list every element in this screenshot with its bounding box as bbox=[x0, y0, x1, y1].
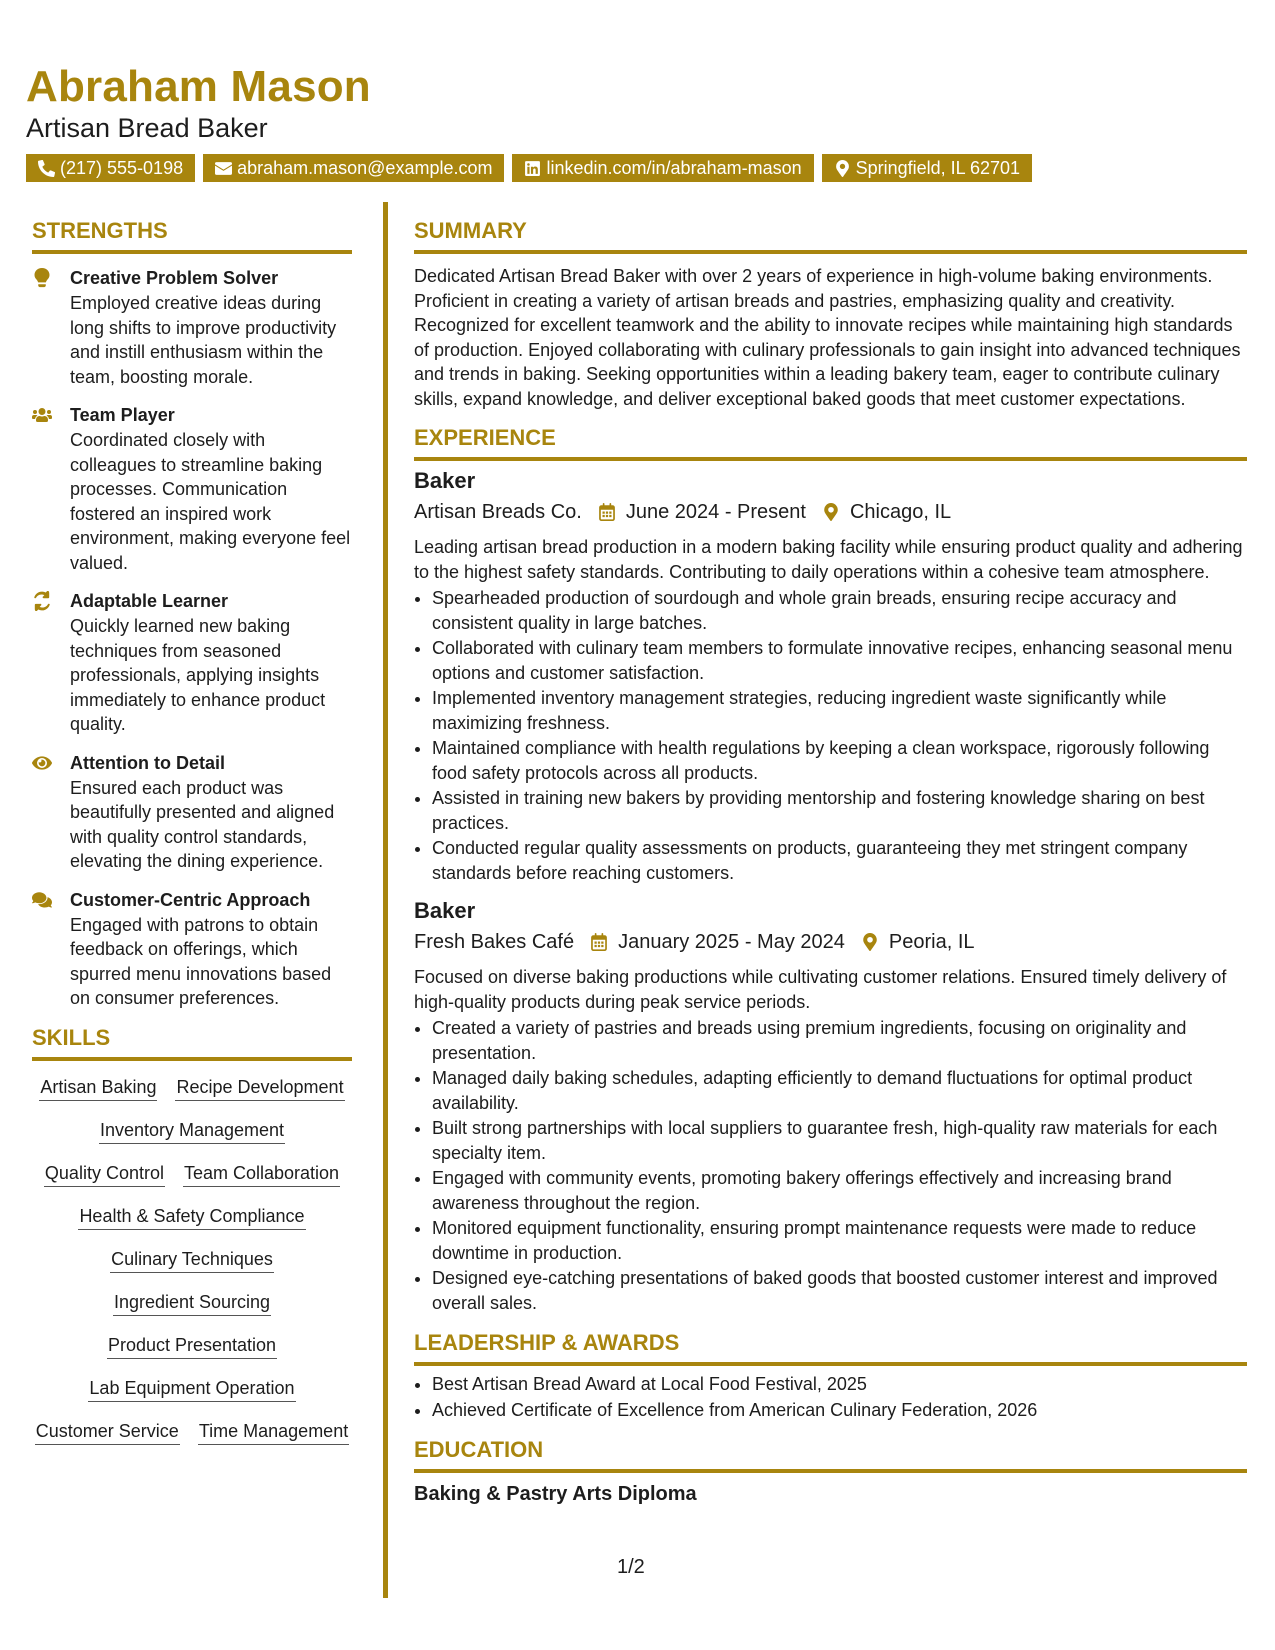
job-bullet: • Managed daily baking schedules, adapting efficiently to demand fluctuations for optimal product availability. bbox=[432, 1066, 1247, 1115]
job-dates: January 2025 - May 2024 bbox=[618, 931, 845, 953]
strength-desc: Engaged with patrons to obtain feedback on offerings, which spurred menu innovations based on consumer preferences. bbox=[70, 914, 332, 1008]
job-entry bbox=[414, 467, 1247, 885]
job-bullet: • Collaborated with culinary team members to formulate innovative recipes, enhancing seasonal menu options and customer satisfaction. bbox=[432, 636, 1247, 685]
job-description: Leading artisan bread production in a modern baking facility while ensuring product quality and adhering to the highest safety standards. Contributing to daily operations within a cohesive team atmosphere. bbox=[414, 537, 1243, 582]
job-title: Baker bbox=[414, 468, 476, 493]
skill-tag: Recipe Development bbox=[175, 1075, 344, 1101]
strength-desc: Employed creative ideas during long shifts to improve productivity and instill enthusiasm within the team, boosting morale. bbox=[70, 293, 337, 387]
strength-item bbox=[32, 589, 352, 737]
strength-desc: Ensured each product was beautifully presented and aligned with quality control standards, elevating the dining experience. bbox=[70, 777, 335, 871]
skill-tag: Time Management bbox=[198, 1419, 349, 1445]
job-company: Artisan Breads Co. bbox=[414, 501, 582, 523]
contact-linkedin-text: linkedin.com/in/abraham-mason bbox=[546, 157, 802, 178]
strength-item bbox=[32, 266, 352, 389]
summary-text: Dedicated Artisan Bread Baker with over 2 years of experience in high-volume baking environments. Proficient in creating a variety of artisan breads and pastries, emphasizing quality and creativity. Recognized for excellent teamwork and the ability to innovate recipes while maintaining high standards of production. Enjoyed collaborating with culinary professionals to gain insight into advanced techniques and trends in baking. Seeking opportunities within a leading bakery team, eager to contribute culinary skills, expand knowledge, and deliver exceptional baked goods that meet customer expectations. bbox=[414, 266, 1241, 409]
strength-title: Adaptable Learner bbox=[70, 591, 229, 611]
calendar-icon bbox=[598, 503, 616, 521]
envelope-icon bbox=[215, 160, 232, 177]
job-title: Baker bbox=[414, 898, 476, 923]
job-bullets bbox=[414, 586, 1247, 885]
skill-tag: Health & Safety Compliance bbox=[78, 1204, 305, 1230]
skills-list bbox=[32, 1071, 352, 1445]
lightbulb-icon bbox=[32, 268, 52, 288]
job-bullet: • Assisted in training new bakers by providing mentorship and fostering knowledge sharing on best practices. bbox=[432, 786, 1247, 835]
strength-desc: Quickly learned new baking techniques from seasoned professionals, applying insights immediately to enhance product quality. bbox=[70, 616, 326, 734]
skill-tag: Ingredient Sourcing bbox=[113, 1290, 271, 1316]
candidate-name: Abraham Mason bbox=[26, 62, 371, 111]
strength-item bbox=[32, 403, 352, 575]
skill-tag: Culinary Techniques bbox=[110, 1247, 274, 1273]
strength-title: Creative Problem Solver bbox=[70, 268, 279, 288]
strengths-title: STRENGTHS bbox=[32, 218, 352, 254]
candidate-role: Artisan Bread Baker bbox=[26, 113, 268, 143]
job-entry bbox=[414, 897, 1247, 1315]
strength-item bbox=[32, 888, 352, 1011]
contact-phone-text: (217) 555-0198 bbox=[60, 157, 184, 178]
contact-location-text: Springfield, IL 62701 bbox=[855, 157, 1021, 178]
job-bullets bbox=[414, 1016, 1247, 1315]
resume-header bbox=[26, 62, 1256, 178]
page-number-text: 1/2 bbox=[617, 1556, 645, 1578]
left-column bbox=[32, 218, 352, 1445]
strength-title: Customer-Centric Approach bbox=[70, 889, 311, 910]
contact-email-text: abraham.mason@example.com bbox=[237, 157, 493, 178]
job-location: Peoria, IL bbox=[888, 931, 975, 953]
linkedin-icon bbox=[524, 160, 541, 177]
right-column bbox=[414, 218, 1247, 1507]
contact-location bbox=[822, 154, 1032, 182]
phone-icon bbox=[38, 160, 55, 177]
skills-section bbox=[32, 1025, 352, 1445]
job-bullet: • Monitored equipment functionality, ensuring prompt maintenance requests were made to reduce downtime in production. bbox=[432, 1216, 1247, 1265]
job-bullet: • Created a variety of pastries and breads using premium ingredients, focusing on originality and presentation. bbox=[432, 1016, 1247, 1065]
contact-linkedin[interactable] bbox=[512, 154, 813, 182]
job-meta bbox=[414, 497, 1247, 527]
experience-title: EXPERIENCE bbox=[414, 425, 1247, 461]
skills-title: SKILLS bbox=[32, 1025, 352, 1061]
skill-tag: Customer Service bbox=[35, 1419, 180, 1445]
education-title: EDUCATION bbox=[414, 1437, 1247, 1473]
strength-title: Attention to Detail bbox=[70, 752, 225, 773]
awards-title: LEADERSHIP & AWARDS bbox=[414, 1330, 1247, 1366]
users-icon bbox=[32, 405, 52, 425]
skill-tag: Inventory Management bbox=[99, 1118, 285, 1144]
map-marker-icon bbox=[861, 933, 879, 951]
award-item: • Best Artisan Bread Award at Local Food Festival, 2025 bbox=[432, 1372, 1247, 1397]
column-divider bbox=[383, 202, 388, 1598]
strengths-list bbox=[32, 264, 352, 1011]
job-meta bbox=[414, 927, 1247, 957]
skill-tag: Artisan Baking bbox=[39, 1075, 157, 1101]
summary-title: SUMMARY bbox=[414, 218, 1247, 254]
strength-desc: Coordinated closely with colleagues to streamline baking processes. Communication fostered an inspired work environment, making everyone feel valued. bbox=[70, 430, 351, 573]
job-bullet: • Spearheaded production of sourdough and whole grain breads, ensuring recipe accuracy and consistent quality in large batches. bbox=[432, 586, 1247, 635]
skill-tag: Lab Equipment Operation bbox=[88, 1376, 295, 1402]
eye-icon bbox=[32, 753, 52, 773]
job-bullet: • Engaged with community events, promoting bakery offerings effectively and increasing brand awareness throughout the region. bbox=[432, 1166, 1247, 1215]
map-marker-icon bbox=[834, 160, 851, 177]
education-degree: Baking & Pastry Arts Diploma bbox=[414, 1483, 697, 1505]
skill-tag: Team Collaboration bbox=[183, 1161, 340, 1187]
skill-tag: Quality Control bbox=[44, 1161, 165, 1187]
job-company: Fresh Bakes Café bbox=[414, 931, 575, 953]
strength-title: Team Player bbox=[70, 405, 175, 425]
refresh-icon bbox=[32, 591, 52, 611]
contact-email[interactable] bbox=[203, 154, 504, 182]
job-location: Chicago, IL bbox=[849, 501, 952, 523]
map-marker-icon bbox=[822, 503, 840, 521]
contact-bar bbox=[26, 154, 1032, 182]
job-bullet: • Designed eye-catching presentations of baked goods that boosted customer interest and improved overall sales. bbox=[432, 1266, 1247, 1315]
strength-item bbox=[32, 751, 352, 874]
calendar-icon bbox=[590, 933, 608, 951]
skill-tag: Product Presentation bbox=[107, 1333, 277, 1359]
contact-phone[interactable] bbox=[26, 154, 195, 182]
comments-icon bbox=[32, 890, 52, 910]
job-description: Focused on diverse baking productions while cultivating customer relations. Ensured timely delivery of high-quality products during peak service periods. bbox=[414, 967, 1227, 1012]
job-bullet: • Maintained compliance with health regulations by keeping a clean workspace, rigorously following food safety protocols across all products. bbox=[432, 736, 1247, 785]
award-item: • Achieved Certificate of Excellence from American Culinary Federation, 2026 bbox=[432, 1398, 1247, 1423]
job-dates: June 2024 - Present bbox=[625, 501, 806, 523]
awards-list bbox=[414, 1372, 1247, 1422]
job-bullet: • Conducted regular quality assessments on products, guaranteeing they met stringent company standards before reaching customers. bbox=[432, 836, 1247, 885]
job-bullet: • Built strong partnerships with local suppliers to guarantee fresh, high-quality raw materials for each specialty item. bbox=[432, 1116, 1247, 1165]
job-bullet: • Implemented inventory management strategies, reducing ingredient waste significantly while maximizing freshness. bbox=[432, 686, 1247, 735]
